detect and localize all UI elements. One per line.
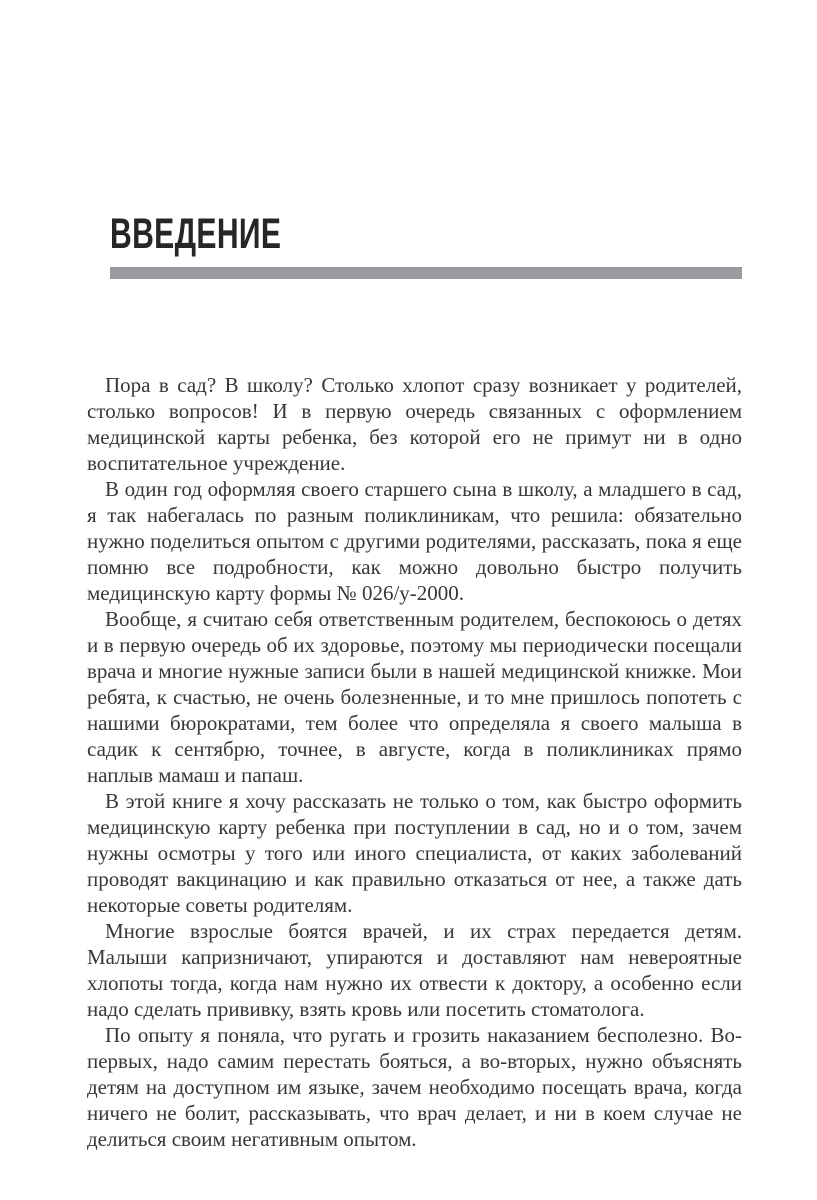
paragraph-2: В один год оформляя своего старшего сына в школу, а младшего в сад, я так набегалась по разным поликлиникам, что решила: обязательно нужно поделиться опытом с другими родителями, рассказать, пока я еще помню все подробности, как можно довольно быстро получить медицинскую карту формы № 026/у-2000.	[87, 477, 742, 605]
chapter-title: ВВЕДЕНИЕ	[110, 210, 282, 258]
paragraph-5: Многие взрослые боятся врачей, и их страх передается детям. Малыши капризничают, упираются и доставляют нам невероятные хлопоты тогда, когда нам нужно их отвести к доктору, а особенно если надо сделать прививку, взять кровь или посетить стоматолога.	[87, 919, 742, 1021]
paragraph-3: Вообще, я считаю себя ответственным родителем, беспокоюсь о детях и в первую очередь об их здоровье, поэтому мы периодически посещали врача и многие нужные записи были в нашей медицинской книжке. Мои ребята, к счастью, не очень болезненные, и то мне пришлось попотеть с нашими бюрократами, тем более что определяла я своего малыша в садик к сентябрю, точнее, в августе, когда в поликлиниках прямо наплыв мамаш и папаш.	[87, 607, 742, 787]
title-rule-bar	[110, 267, 742, 279]
paragraph-1: Пора в сад? В школу? Столько хлопот сразу возникает у родителей, столько вопросов! И в первую очередь связанных с оформлением медицинской карты ребенка, без которой его не примут ни в одно воспитательное учреждение.	[87, 373, 742, 475]
paragraph-4: В этой книге я хочу рассказать не только о том, как быстро оформить медицинскую карту ребенка при поступлении в сад, но и о том, зачем нужны осмотры у того или иного специалиста, от каких заболеваний проводят вакцинацию и как правильно отказаться от нее, а также дать некоторые советы родителям.	[87, 789, 742, 917]
body-text	[87, 372, 742, 1152]
paragraph-6: По опыту я поняла, что ругать и грозить наказанием бесполезно. Во-первых, надо самим перестать бояться, а во-вторых, нужно объяснять детям на доступном им языке, зачем необходимо посещать врача, когда ничего не болит, рассказывать, что врач делает, и ни в коем случае не делиться своим негативным опытом.	[87, 1023, 742, 1151]
